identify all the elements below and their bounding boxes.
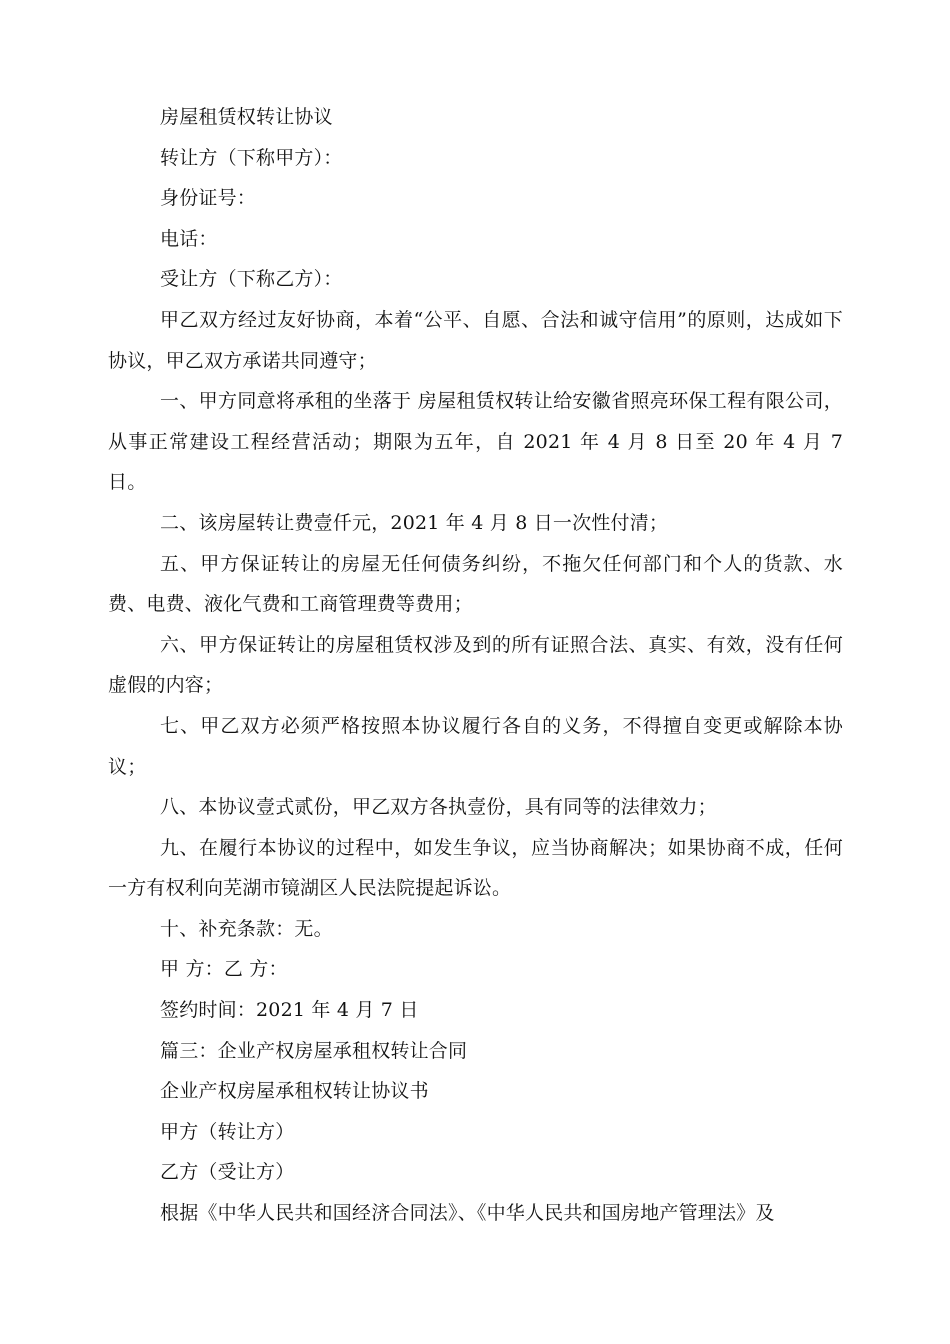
clause-2: 二、该房屋转让费壹仟元，2021 年 4 月 8 日一次性付清； bbox=[160, 511, 669, 534]
clause-6: 六、甲方保证转让的房屋租赁权涉及到的所有证照合法、真实、有效，没有任何虚假的内容； bbox=[108, 633, 843, 697]
clause-5: 五、甲方保证转让的房屋无任何债务纠纷，不拖欠任何部门和个人的货款、水费、电费、液化气费和工商管理费等费用； bbox=[108, 552, 843, 616]
signature-parties-line: 甲 方：乙 方： bbox=[160, 958, 288, 981]
legal-basis-line: 根据《中华人民共和国经济合同法》、《中华人民共和国房地产管理法》及 bbox=[160, 1202, 775, 1225]
transferee-line: 受让方（下称乙方）： bbox=[160, 268, 343, 291]
document-body bbox=[108, 97, 843, 1234]
id-number-line: 身份证号： bbox=[160, 187, 257, 210]
phone-line: 电话： bbox=[160, 227, 218, 250]
party-a-line: 甲方（转让方） bbox=[160, 1120, 295, 1143]
signing-date-line: 签约时间：2021 年 4 月 7 日 bbox=[160, 999, 419, 1022]
agreement-title: 企业产权房屋承租权转让协议书 bbox=[160, 1080, 429, 1103]
clause-10: 十、补充条款：无。 bbox=[160, 917, 333, 940]
party-b-line: 乙方（受让方） bbox=[160, 1161, 295, 1184]
document-title: 房屋租赁权转让协议 bbox=[160, 106, 333, 128]
clause-8: 八、本协议壹式贰份，甲乙双方各执壹份，具有同等的法律效力； bbox=[160, 796, 717, 819]
transferor-line: 转让方（下称甲方）： bbox=[160, 146, 343, 169]
section-heading: 篇三：企业产权房屋承租权转让合同 bbox=[160, 1039, 468, 1062]
clause-7: 七、甲乙双方必须严格按照本协议履行各自的义务，不得擅自变更或解除本协议； bbox=[108, 714, 843, 778]
clause-1: 一、甲方同意将承租的坐落于 房屋租赁权转让给安徽省照亮环保工程有限公司，从事正常建设工程经营活动；期限为五年，自 2021 年 4 月 8 日至 20 年 4 月 7 日。 bbox=[108, 390, 843, 494]
clause-9: 九、在履行本协议的过程中，如发生争议，应当协商解决；如果协商不成，任何一方有权利向芜湖市镜湖区人民法院提起诉讼。 bbox=[108, 836, 843, 900]
preamble-paragraph: 甲乙双方经过友好协商，本着“公平、自愿、合法和诚守信用”的原则，达成如下协议，甲乙双方承诺共同遵守； bbox=[108, 308, 843, 372]
